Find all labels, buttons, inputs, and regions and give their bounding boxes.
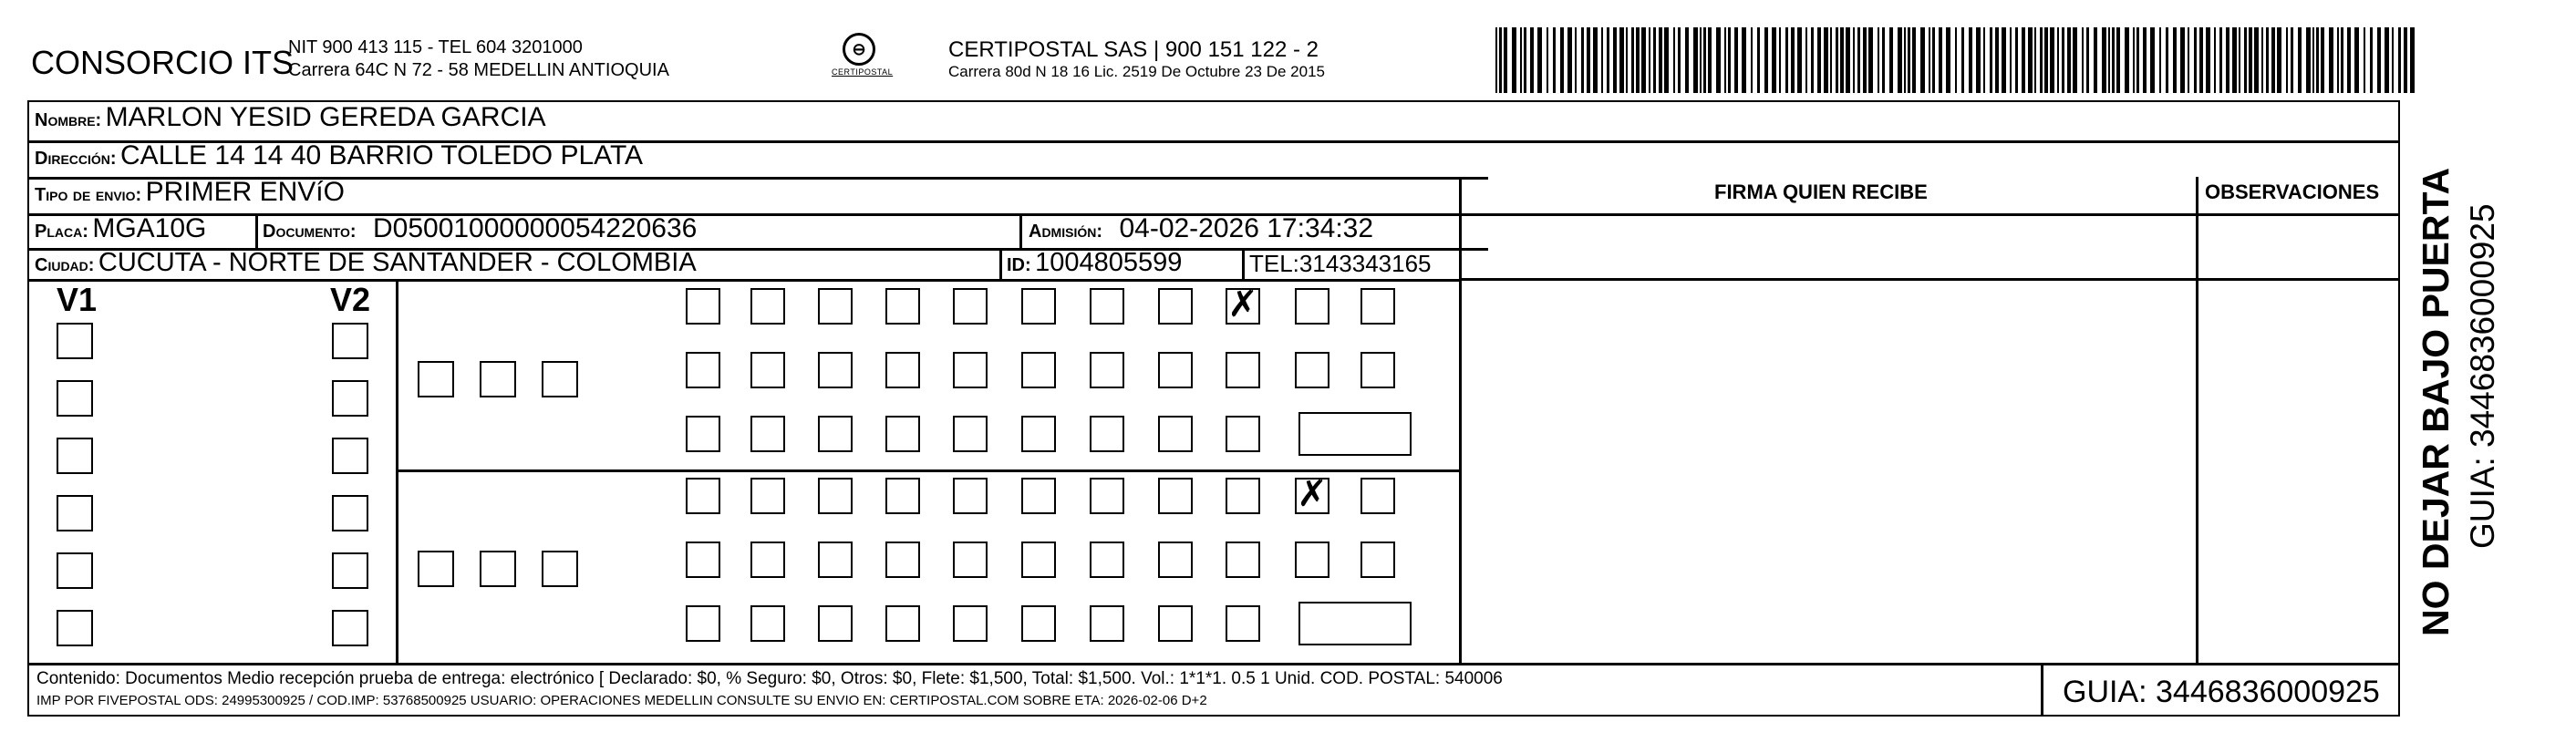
admision-value: 04-02-2026 17:34:32	[1119, 213, 1374, 243]
status-v2-checkbox	[332, 323, 368, 359]
firma-header: FIRMA QUIEN RECIBE	[1714, 181, 1928, 203]
day-box	[1090, 605, 1124, 642]
company-nit: NIT 900 413 115 - TEL 604 3201000	[288, 37, 583, 57]
status-v2-checkbox	[332, 495, 368, 531]
day-box	[750, 352, 785, 388]
certipostal-nit: CERTIPOSTAL SAS | 900 151 122 - 2	[948, 37, 1319, 62]
day-box	[1090, 542, 1124, 578]
day-box	[1158, 478, 1193, 514]
side-warning: NO DEJAR BAJO PUERTA	[2415, 167, 2457, 636]
placa-field	[35, 213, 206, 244]
day-box	[686, 352, 720, 388]
direccion-row	[35, 140, 643, 171]
documento-field	[263, 213, 697, 244]
logo-mark-icon: ⊖	[843, 33, 875, 66]
visit-time	[1298, 602, 1412, 645]
footer-imp: IMP POR FIVEPOSTAL ODS: 24995300925 / COD.IMP: 53768500925 USUARIO: OPERACIONES MEDELLIN CONSULTE SU ENVIO EN: CERTIPOSTAL.COM SOBRE ETA: 2026-02-06 D+2	[36, 693, 1207, 708]
tipo-label: Tipo de envio:	[35, 185, 142, 205]
day-box	[818, 352, 853, 388]
day-mark: ✗	[1227, 284, 1258, 325]
status-v2-checkbox	[332, 552, 368, 589]
month-checkbox	[542, 361, 578, 397]
day-box	[885, 605, 920, 642]
nombre-row	[35, 102, 546, 133]
day-box	[686, 605, 720, 642]
side-guia: GUIA: 3446836000925	[2464, 203, 2501, 549]
day-box	[1360, 288, 1395, 325]
id-field	[1007, 248, 1182, 278]
documento-value: D05001000000054220636	[372, 213, 698, 243]
status-v2-checkbox	[332, 610, 368, 646]
id-value: 1004805599	[1035, 248, 1183, 277]
day-box	[1090, 478, 1124, 514]
day-box	[1360, 352, 1395, 388]
day-box	[1090, 288, 1124, 325]
month-checkbox	[480, 361, 516, 397]
status-v1-checkbox	[57, 380, 93, 417]
nombre-value: MARLON YESID GEREDA GARCIA	[105, 102, 546, 132]
day-box	[1158, 352, 1193, 388]
day-box	[1021, 542, 1056, 578]
day-mark: ✗	[1297, 473, 1328, 515]
day-box	[1360, 478, 1395, 514]
day-box	[1226, 542, 1260, 578]
certipostal-logo	[832, 33, 894, 88]
admision-field	[1029, 213, 1373, 244]
day-box	[750, 605, 785, 642]
day-box	[1226, 478, 1260, 514]
day-box	[686, 542, 720, 578]
day-box	[1021, 352, 1056, 388]
day-box	[1226, 605, 1260, 642]
day-box	[1360, 542, 1395, 578]
day-box	[1021, 605, 1056, 642]
admision-label: Admisión:	[1029, 222, 1102, 242]
ciudad-field	[35, 248, 697, 278]
day-box	[1295, 542, 1329, 578]
direccion-label: Dirección:	[35, 149, 117, 169]
placa-value: MGA10G	[92, 213, 207, 243]
day-box	[818, 288, 853, 325]
day-box	[818, 542, 853, 578]
day-box	[1295, 352, 1329, 388]
status-v2-checkbox	[332, 438, 368, 474]
tel-value: 3143343165	[1298, 250, 1432, 277]
tipo-row	[35, 177, 345, 208]
logo-text: CERTIPOSTAL	[832, 67, 894, 77]
day-box	[686, 416, 720, 452]
company-name: CONSORCIO ITS	[31, 44, 295, 81]
day-box	[1226, 352, 1260, 388]
day-box	[1226, 416, 1260, 452]
day-box	[1021, 288, 1056, 325]
day-box	[953, 416, 988, 452]
day-box	[953, 542, 988, 578]
day-box	[1090, 416, 1124, 452]
footer-contenido: Contenido: Documentos Medio recepción prueba de entrega: electrónico [ Declarado: $0, % Seguro: $0, Otros: $0, Flete: $1,500, Total: $1,500. Vol.: 1*1*1. 0.5 1 Unid. COD. POSTAL: 540006	[36, 669, 1503, 688]
day-box	[953, 605, 988, 642]
tel-field	[1249, 250, 1432, 278]
v2-header: V2	[330, 281, 371, 318]
day-box	[885, 478, 920, 514]
day-box	[1021, 416, 1056, 452]
direccion-value: CALLE 14 14 40 BARRIO TOLEDO PLATA	[120, 140, 644, 170]
day-box	[953, 352, 988, 388]
day-box	[1295, 288, 1329, 325]
month-checkbox	[542, 551, 578, 587]
nombre-label: Nombre:	[35, 110, 102, 130]
day-box	[1158, 288, 1193, 325]
day-box	[818, 416, 853, 452]
day-box	[750, 416, 785, 452]
month-checkbox	[418, 551, 454, 587]
day-box	[1158, 416, 1193, 452]
day-box	[686, 288, 720, 325]
month-checkbox	[480, 551, 516, 587]
tel-label: TEL:	[1249, 250, 1299, 277]
observaciones-header: OBSERVACIONES	[2205, 181, 2380, 203]
company-info	[288, 36, 669, 82]
footer-guia: GUIA: 3446836000925	[2063, 675, 2380, 709]
certipostal-address: Carrera 80d N 18 16 Lic. 2519 De Octubre 23 De 2015	[948, 63, 1325, 80]
status-v1-checkbox	[57, 552, 93, 589]
day-box	[1021, 478, 1056, 514]
day-box	[750, 478, 785, 514]
day-box	[953, 478, 988, 514]
ciudad-label: Ciudad:	[35, 255, 95, 275]
day-box	[953, 288, 988, 325]
month-checkbox	[418, 361, 454, 397]
day-box	[750, 542, 785, 578]
status-v1-checkbox	[57, 610, 93, 646]
day-box	[885, 416, 920, 452]
tipo-value: PRIMER ENVíO	[145, 177, 345, 207]
status-v1-checkbox	[57, 438, 93, 474]
status-v1-checkbox	[57, 495, 93, 531]
status-v1-checkbox	[57, 323, 93, 359]
certipostal-info	[948, 38, 1325, 82]
day-box	[1158, 542, 1193, 578]
placa-label: Placa:	[35, 222, 88, 242]
day-box	[885, 352, 920, 388]
visit-time	[1298, 412, 1412, 456]
delivery-form	[27, 100, 2400, 717]
day-box	[1090, 352, 1124, 388]
day-box	[885, 288, 920, 325]
day-box	[686, 478, 720, 514]
day-box	[885, 542, 920, 578]
barcode	[1495, 27, 2416, 93]
documento-label: Documento:	[263, 222, 357, 242]
v1-header: V1	[57, 281, 98, 318]
day-box	[750, 288, 785, 325]
day-box	[818, 605, 853, 642]
day-box	[818, 478, 853, 514]
id-label: ID:	[1007, 255, 1031, 275]
day-box	[1158, 605, 1193, 642]
ciudad-value: CUCUTA - NORTE DE SANTANDER - COLOMBIA	[98, 248, 697, 277]
company-address: Carrera 64C N 72 - 58 MEDELLIN ANTIOQUIA	[288, 60, 669, 80]
status-v2-checkbox	[332, 380, 368, 417]
